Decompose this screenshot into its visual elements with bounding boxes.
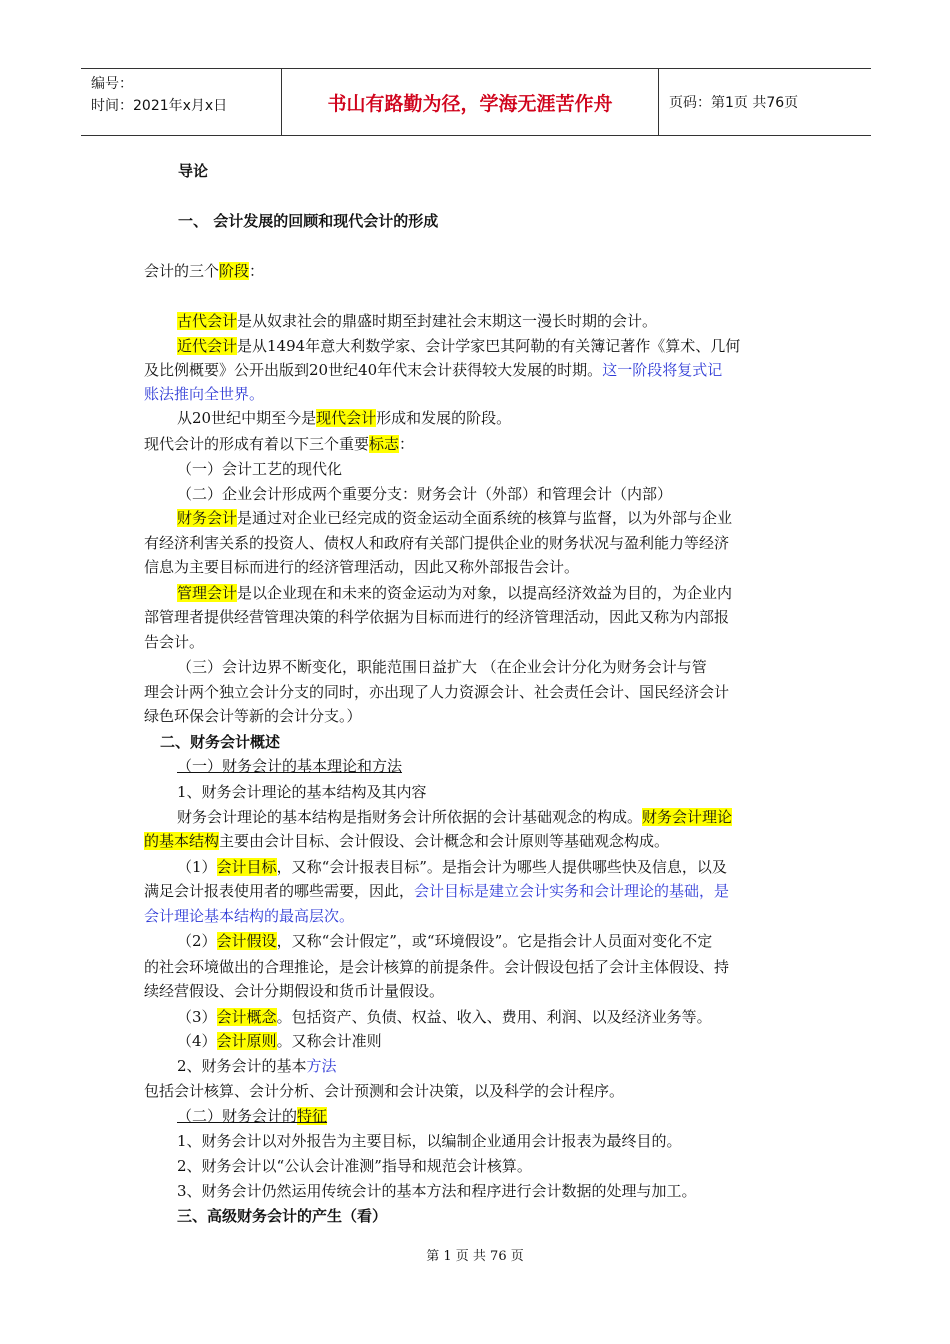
paragraph-line: （二）企业会计形成两个重要分支：财务会计（外部）和管理会计（内部） xyxy=(177,485,673,503)
paragraph-line: 告会计。 xyxy=(144,633,205,651)
paragraph-line: 会计的三个阶段： xyxy=(144,262,265,280)
paragraph-line: 2、财务会计的基本方法 xyxy=(177,1057,337,1075)
number-label: 编号： xyxy=(91,76,133,92)
heading-1: 一、 会计发展的回顾和现代会计的形成 xyxy=(178,212,439,230)
heading-2: 二、财务会计概述 xyxy=(160,733,281,751)
header-table xyxy=(81,68,871,136)
paragraph-line: 现代会计的形成有着以下三个重要标志： xyxy=(144,435,415,453)
time-label: 时间：2021年x月x日 xyxy=(91,98,228,114)
paragraph-line: 续经营假设、会计分期假设和货币计量假设。 xyxy=(144,982,445,1000)
heading-3: 三、高级财务会计的产生（看） xyxy=(177,1207,388,1225)
paragraph-line: 3、财务会计仍然运用传统会计的基本方法和程序进行会计数据的处理与加工。 xyxy=(177,1182,697,1200)
paragraph-line: （4）会计原则。又称会计准则 xyxy=(177,1032,382,1050)
page-footer: 第 1 页 共 76 页 xyxy=(426,1249,524,1264)
paragraph-line: 信息为主要目标而进行的经济管理活动，因此又称外部报告会计。 xyxy=(144,558,580,576)
paragraph-line: 会计理论基本结构的最高层次。 xyxy=(144,907,355,925)
paragraph-line: 理会计两个独立会计分支的同时，亦出现了人力资源会计、社会责任会计、国民经济会计 xyxy=(144,683,730,701)
paragraph-line: 绿色环保会计等新的会计分支。） xyxy=(144,707,362,725)
paragraph-line: 财务会计是通过对企业已经完成的资金运动全面系统的核算与监督，以为外部与企业 xyxy=(177,509,733,527)
paragraph-line: 近代会计是从1494年意大利数学家、会计学家巴其阿勒的有关簿记著作《算术、几何 xyxy=(177,337,741,355)
header-meta xyxy=(81,69,281,135)
paragraph-line: （三）会计边界不断变化，职能范围日益扩大 （在企业会计分化为财务会计与管 xyxy=(177,658,707,676)
paragraph-line: 2、财务会计以“公认会计准测”指导和规范会计核算。 xyxy=(177,1157,532,1175)
subheading: （一）财务会计的基本理论和方法 xyxy=(177,757,403,775)
paragraph-line: 从20世纪中期至今是现代会计形成和发展的阶段。 xyxy=(177,409,512,427)
page-info: 页码：第1页 共76页 xyxy=(669,95,799,111)
paragraph-line: 财务会计理论的基本结构是指财务会计所依据的会计基础观念的构成。财务会计理论 xyxy=(177,808,733,826)
paragraph-line: 有经济利害关系的投资人、债权人和政府有关部门提供企业的财务状况与盈利能力等经济 xyxy=(144,534,730,552)
paragraph-line: （1）会计目标，又称“会计报表目标”。是指会计为哪些人提供哪些快及信息，以及 xyxy=(177,858,727,876)
section-title-intro: 导论 xyxy=(178,162,209,180)
paragraph-line: 部管理者提供经营管理决策的科学依据为目标而进行的经济管理活动，因此又称为内部报 xyxy=(144,608,730,626)
paragraph-line: 账法推向全世界。 xyxy=(144,385,265,403)
paragraph-line: 1、财务会计以对外报告为主要目标，以编制企业通用会计报表为最终目的。 xyxy=(177,1132,682,1150)
paragraph-line: 的社会环境做出的合理推论，是会计核算的前提条件。会计假设包括了会计主体假设、持 xyxy=(144,958,730,976)
motto: 书山有路勤为径，学海无涯苦作舟 xyxy=(281,69,659,135)
paragraph-line: 管理会计是以企业现在和未来的资金运动为对象，以提高经济效益为目的，为企业内 xyxy=(177,584,733,602)
paragraph-line: 的基本结构主要由会计目标、会计假设、会计概念和会计原则等基础观念构成。 xyxy=(144,832,670,850)
paragraph-line: 及比例概要》公开出版到20世纪40年代末会计获得较大发展的时期。这一阶段将复式记 xyxy=(144,361,723,379)
paragraph-line: 1、财务会计理论的基本结构及其内容 xyxy=(177,783,427,801)
paragraph-line: 包括会计核算、会计分析、会计预测和会计决策，以及科学的会计程序。 xyxy=(144,1082,625,1100)
paragraph-line: （3）会计概念。包括资产、负债、权益、收入、费用、利润、以及经济业务等。 xyxy=(177,1008,712,1026)
subheading: （二）财务会计的特征 xyxy=(177,1107,328,1125)
paragraph-line: 古代会计是从奴隶社会的鼎盛时期至封建社会末期这一漫长时期的会计。 xyxy=(177,312,658,330)
paragraph-line: 满足会计报表使用者的哪些需要，因此，会计目标是建立会计实务和会计理论的基础，是 xyxy=(144,882,730,900)
paragraph-line: （2）会计假设，又称“会计假定”，或“环境假设”。它是指会计人员面对变化不定 xyxy=(177,932,713,950)
paragraph-line: （一）会计工艺的现代化 xyxy=(177,460,343,478)
